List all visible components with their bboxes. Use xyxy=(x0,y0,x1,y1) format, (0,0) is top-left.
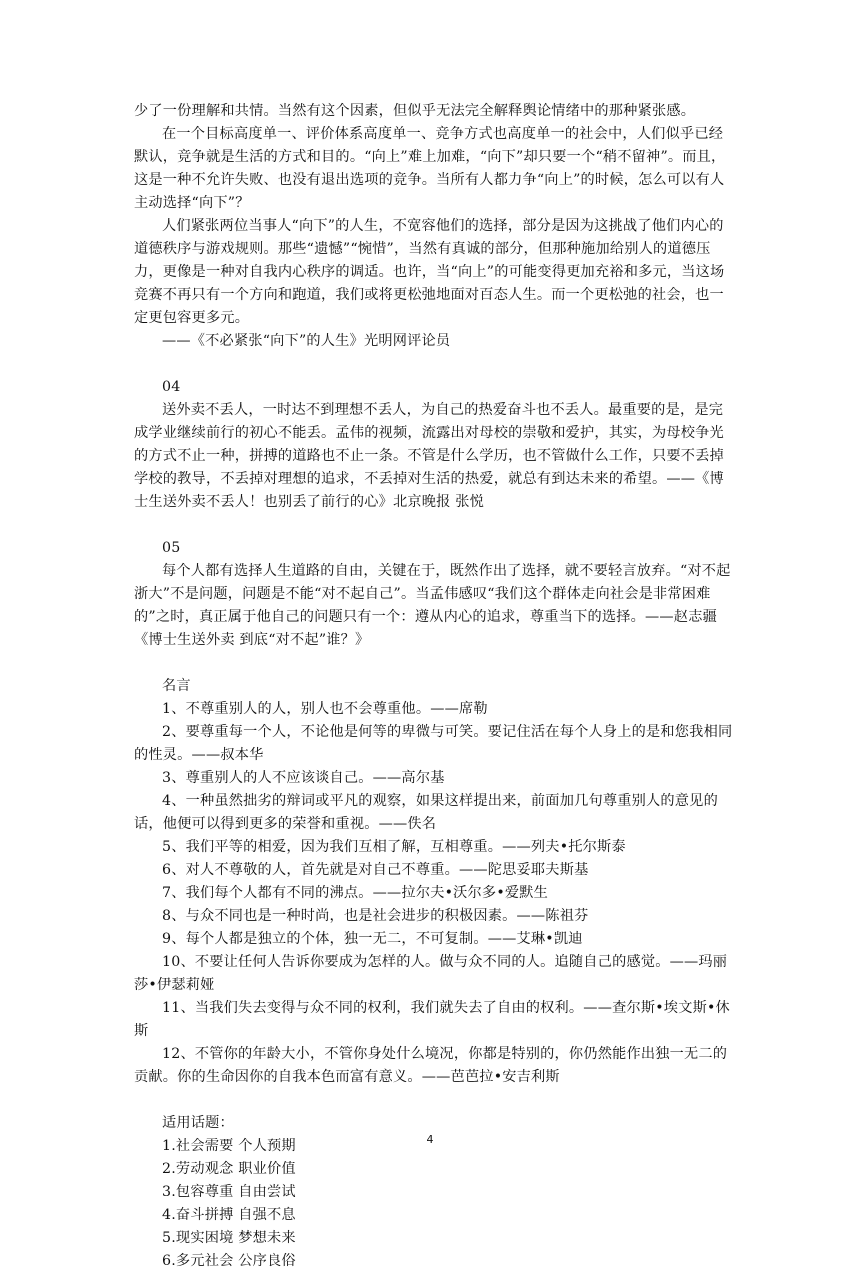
spacer xyxy=(134,1089,736,1112)
quote-item: 1、不尊重别人的人，别人也不会尊重他。——席勒 xyxy=(162,701,488,717)
topics-heading: 适用话题： xyxy=(162,1115,234,1131)
source-citation: ——《博士生送外卖不丢人！也别丢了前行的心》北京晚报 张悦 xyxy=(134,471,724,510)
quote-item: 8、与众不同也是一种时尚，也是社会进步的积极因素。——陈祖芬 xyxy=(162,908,589,924)
topic-item: 3.包容尊重 自由尝试 xyxy=(162,1184,296,1200)
topic-item: 5.现实困境 梦想未来 xyxy=(162,1230,296,1246)
quote-item: 5、我们平等的相爱，因为我们互相了解，互相尊重。——列夫•托尔斯泰 xyxy=(162,839,626,855)
paragraph: 在一个目标高度单一、评价体系高度单一、竞争方式也高度单一的社会中，人们似乎已经默认，竞争就是生活的方式和目的。“向上”难上加难，“向下”却只要一个“稍不留神”。而且，这是一种不允许失败、也没有退出选项的竞争。当所有人都力争“向上”的时候，怎么可以有人主动选择“向下”？ xyxy=(134,126,726,211)
quote-item: 3、尊重别人的人不应该谈自己。——高尔基 xyxy=(162,770,445,786)
section-number: 04 xyxy=(162,379,181,395)
topic-item: 2.劳动观念 职业价值 xyxy=(162,1161,296,1177)
quote-item: 6、对人不尊敬的人，首先就是对自己不尊重。——陀思妥耶夫斯基 xyxy=(162,862,589,878)
quotes-heading: 名言 xyxy=(162,678,191,694)
source-citation: ——《不必紧张“向下”的人生》光明网评论员 xyxy=(162,333,451,349)
paragraph: 少了一份理解和共情。当然有这个因素，但似乎无法完全解释舆论情绪中的那种紧张感。 xyxy=(134,103,696,119)
quote-item: 7、我们每个人都有不同的沸点。——拉尔夫•沃尔多•爱默生 xyxy=(162,885,549,901)
spacer xyxy=(134,353,736,376)
page-number: 4 xyxy=(426,1133,434,1146)
quote-item: 10、不要让任何人告诉你要成为怎样的人。做与众不同的人。追随自己的感觉。——玛丽莎•伊瑟莉娅 xyxy=(134,954,728,993)
paragraph: 人们紧张两位当事人“向下”的人生，不宽容他们的选择，部分是因为这挑战了他们内心的道德秩序与游戏规则。那些“遗憾”“惋惜”，当然有真诚的部分，但那种施加给别人的道德压力，更像是一种对自我内心秩序的调适。也许，当“向上”的可能变得更加充裕和多元，当这场竞赛不再只有一个方向和跑道，我们或将更松弛地面对百态人生。而一个更松弛的社会，也一定更包容更多元。 xyxy=(134,218,725,326)
source-citation: ——赵志疆《博士生送外卖 到底“对不起”谁？》 xyxy=(134,609,717,648)
quote-item: 4、一种虽然拙劣的辩词或平凡的观察，如果这样提出来，前面加几句尊重别人的意见的话，他便可以得到更多的荣誉和重视。——佚名 xyxy=(134,793,718,832)
quote-item: 9、每个人都是独立的个体，独一无二，不可复制。——艾琳•凯迪 xyxy=(162,931,583,947)
paragraph xyxy=(134,560,736,652)
page-content xyxy=(134,100,736,1273)
paragraph xyxy=(134,399,736,514)
topic-item: 6.多元社会 公序良俗 xyxy=(162,1253,296,1269)
section-number: 05 xyxy=(162,540,181,556)
quote-item: 2、要尊重每一个人，不论他是何等的卑微与可笑。要记住活在每个人身上的是和您我相同的性灵。——叔本华 xyxy=(134,724,733,763)
quote-item: 12、不管你的年龄大小，不管你身处什么境况，你都是特别的，你仍然能作出独一无二的贡献。你的生命因你的自我本色而富有意义。——芭芭拉•安吉利斯 xyxy=(134,1046,728,1085)
spacer xyxy=(134,652,736,675)
paragraph-body: 送外卖不丢人，一时达不到理想不丢人，为自己的热爱奋斗也不丢人。最重要的是，是完成学业继续前行的初心不能丢。孟伟的视频，流露出对母校的崇敬和爱护，其实，为母校争光的方式不止一种，拼搏的道路也不止一条。不管是什么学历，也不管做什么工作，只要不丢掉学校的教导，不丢掉对理想的追求，不丢掉对生活的热爱，就总有到达未来的希望。 xyxy=(134,402,724,487)
paragraph-body: 每个人都有选择人生道路的自由，关键在于，既然作出了选择，就不要轻言放弃。“对不起浙大”不是问题，问题是不能“对不起自己”。当孟伟感叹“我们这个群体走向社会是非常困难的”之时，真正属于他自己的问题只有一个：遵从内心的追求，尊重当下的选择。 xyxy=(134,563,731,625)
topic-item: 1.社会需要 个人预期 xyxy=(162,1138,296,1154)
spacer xyxy=(134,514,736,537)
topic-item: 4.奋斗拼搏 自强不息 xyxy=(162,1207,296,1223)
quote-item: 11、当我们失去变得与众不同的权利，我们就失去了自由的权利。——查尔斯•埃文斯•休斯 xyxy=(134,1000,730,1039)
